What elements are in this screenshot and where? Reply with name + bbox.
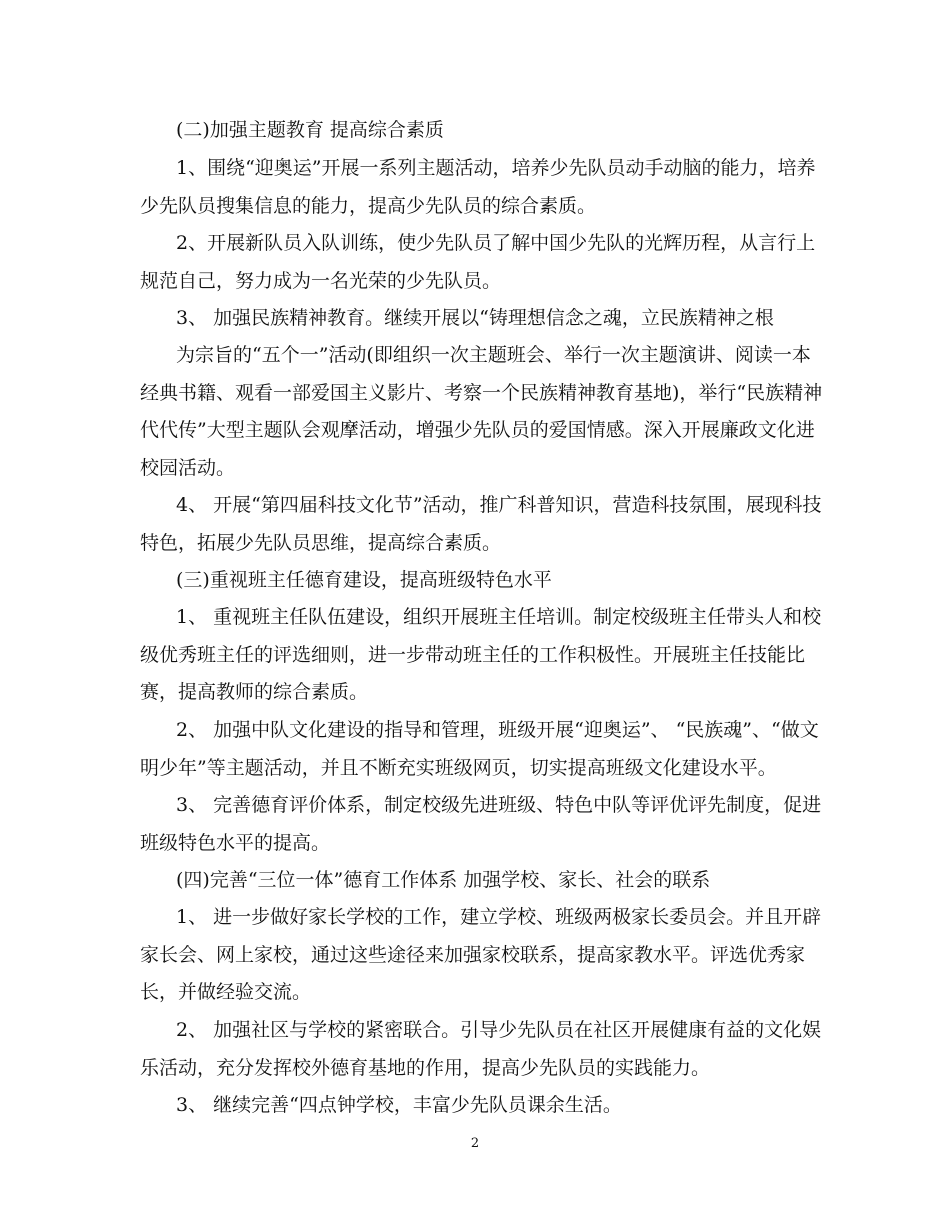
paragraph: 1、 进一步做好家长学校的工作，建立学校、班级两极家长委员会。并且开辟 家长会、网上家校，通过这些途径来加强家校联系，提高家教水平。评选优秀家 长，并做经验交流。 <box>140 906 822 1003</box>
page-number: 2 <box>470 1136 480 1151</box>
paragraph: 3、 加强民族精神教育。继续开展以“铸理想信念之魂，立民族精神之根 <box>176 307 774 329</box>
paragraph: 2、 加强中队文化建设的指导和管理，班级开展“迎奥运”、 “民族魂”、“做文 明少年”等主题活动，并且不断充实班级网页，切实提高班级文化建设水平。 <box>140 719 819 779</box>
section-heading-4: (四)完善“三位一体”德育工作体系 加强学校、家长、社会的联系 <box>176 869 711 891</box>
paragraph: 2、开展新队员入队训练，使少先队员了解中国少先队的光辉历程，从言行上 规范自己，努力成为一名光荣的少先队员。 <box>140 232 816 292</box>
paragraph: 3、 继续完善“四点钟学校，丰富少先队员课余生活。 <box>176 1094 622 1116</box>
section-heading-2: (二)加强主题教育 提高综合素质 <box>176 119 444 141</box>
paragraph: 为宗旨的“五个一”活动(即组织一次主题班会、举行一次主题演讲、阅读一本 经典书籍、观看一部爱国主义影片、考察一个民族精神教育基地)，举行“民族精神 代代传”大型主题队会观摩活动，增强少先队员的爱国情感。深入开展廉政文化进 校园活动。 <box>140 344 823 479</box>
paragraph: 1、 重视班主任队伍建设，组织开展班主任培训。制定校级班主任带头人和校 级优秀班主任的评选细则，进一步带动班主任的工作积极性。开展班主任技能比 赛，提高教师的综合素质。 <box>140 606 822 703</box>
paragraph: 4、 开展“第四届科技文化节”活动，推广科普知识，营造科技氛围，展现科技 特色，拓展少先队员思维，提高综合素质。 <box>140 494 822 554</box>
paragraph: 3、 完善德育评价体系，制定校级先进班级、特色中队等评优评先制度，促进 班级特色水平的提高。 <box>140 794 822 854</box>
section-heading-3: (三)重视班主任德育建设，提高班级特色水平 <box>176 569 552 591</box>
paragraph: 1、围绕“迎奥运”开展一系列主题活动，培养少先队员动手动脑的能力，培养 少先队员搜集信息的能力，提高少先队员的综合素质。 <box>140 157 816 217</box>
paragraph: 2、 加强社区与学校的紧密联合。引导少先队员在社区开展健康有益的文化娱 乐活动，充分发挥校外德育基地的作用，提高少先队员的实践能力。 <box>140 1019 822 1079</box>
